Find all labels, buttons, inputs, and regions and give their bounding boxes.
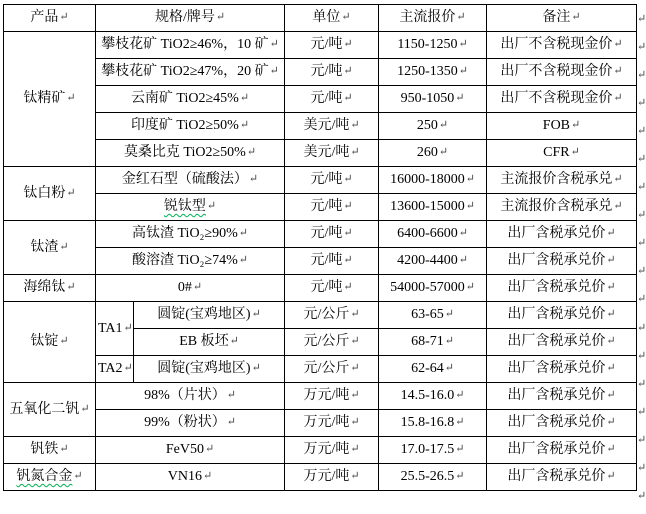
table-row — [4, 86, 637, 113]
note-label: 出厂含税承兑价 — [507, 388, 606, 403]
note-cell — [487, 302, 637, 329]
note-cell — [487, 248, 637, 275]
note-cell — [487, 275, 637, 302]
spec-cell — [96, 167, 285, 194]
paragraph-mark-icon: ↵ — [66, 281, 76, 293]
row-end-mark-icon: ↵ — [637, 153, 646, 166]
spec-label: 0# — [177, 280, 192, 295]
product-label: 钒铁 — [30, 442, 59, 457]
table-row — [4, 113, 637, 140]
unit-label: 万元/吨 — [303, 469, 350, 484]
table-row — [4, 410, 637, 437]
note-cell — [487, 32, 637, 59]
price-label: 25.5-26.5 — [400, 469, 455, 484]
product-cell — [4, 302, 96, 383]
product-cell — [4, 383, 96, 437]
paragraph-mark-icon: ↵ — [248, 173, 259, 185]
unit-cell — [285, 437, 379, 464]
table-row — [4, 464, 637, 491]
price-cell — [379, 32, 487, 59]
paragraph-mark-icon: ↵ — [343, 65, 353, 77]
table-row — [4, 302, 637, 329]
row-end-mark-icon: ↵ — [637, 405, 646, 418]
unit-cell — [285, 32, 379, 59]
paragraph-mark-icon: ↵ — [59, 240, 69, 253]
paragraph-mark-icon: ↵ — [226, 389, 236, 401]
paragraph-mark-icon: ↵ — [455, 443, 465, 455]
row-end-mark-icon: ↵ — [637, 40, 646, 53]
grade-cell — [96, 356, 134, 383]
unit-cell — [285, 302, 379, 329]
price-label: 250 — [416, 118, 438, 133]
paragraph-mark-icon: ↵ — [269, 38, 279, 50]
unit-label: 美元/吨 — [303, 118, 350, 133]
paragraph-mark-icon: ↵ — [606, 254, 616, 266]
note-label: CFR — [543, 145, 570, 160]
paragraph-mark-icon: ↵ — [341, 11, 351, 23]
note-cell — [487, 194, 637, 221]
product-cell — [4, 32, 96, 167]
spec-cell — [134, 302, 285, 329]
paragraph-mark-icon: ↵ — [203, 470, 213, 482]
spec-cell — [96, 248, 285, 275]
row-end-mark-icon: ↵ — [637, 321, 646, 334]
row-end-marks-column — [637, 4, 646, 510]
paragraph-mark-icon: ↵ — [123, 362, 133, 374]
paragraph-mark-icon: ↵ — [343, 200, 353, 212]
table-row — [4, 275, 637, 302]
paragraph-mark-icon: ↵ — [251, 308, 261, 320]
paragraph-mark-icon: ↵ — [80, 402, 90, 415]
row-end-mark-icon: ↵ — [637, 181, 646, 194]
unit-label: 元/吨 — [310, 199, 343, 214]
paragraph-mark-icon: ↵ — [350, 470, 360, 482]
paragraph-mark-icon: ↵ — [251, 362, 261, 374]
spec-cell — [134, 329, 285, 356]
paragraph-mark-icon: ↵ — [343, 38, 353, 50]
row-end-mark-icon: ↵ — [637, 377, 646, 390]
paragraph-mark-icon: ↵ — [123, 321, 133, 334]
paragraph-mark-icon: ↵ — [570, 146, 580, 158]
table-row — [4, 221, 637, 248]
unit-label: 元/公斤 — [303, 334, 350, 349]
row-end-mark-icon: ↵ — [637, 433, 646, 446]
paragraph-mark-icon: ↵ — [350, 335, 360, 347]
paragraph-mark-icon: ↵ — [350, 443, 360, 455]
note-label: 出厂含税承兑价 — [507, 280, 606, 295]
paragraph-mark-icon: ↵ — [606, 227, 616, 239]
product-label: 五氧化二钒 — [9, 401, 80, 417]
unit-cell — [285, 59, 379, 86]
spec-label: 99%（粉状） — [144, 415, 226, 430]
price-cell — [379, 410, 487, 437]
note-label: FOB — [542, 118, 571, 133]
unit-cell — [285, 113, 379, 140]
product-label: 钛精矿 — [23, 91, 66, 106]
spec-label: 莫桑比克 TiO2≥50% — [123, 145, 246, 160]
row-end-mark-icon: ↵ — [637, 237, 646, 250]
price-cell — [379, 221, 487, 248]
table-row — [4, 32, 637, 59]
paragraph-mark-icon: ↵ — [458, 38, 468, 50]
price-cell — [379, 464, 487, 491]
spec-cell — [96, 383, 285, 410]
unit-label: 万元/吨 — [303, 442, 350, 457]
price-label: 4200-4400 — [397, 253, 458, 268]
grade-cell — [96, 302, 134, 356]
spec-cell — [96, 86, 285, 113]
price-label: 62-64 — [411, 361, 444, 376]
table-row — [4, 437, 637, 464]
price-label: 68-71 — [411, 334, 444, 349]
header-product-label: 产品 — [30, 10, 59, 25]
paragraph-mark-icon: ↵ — [350, 119, 360, 131]
paragraph-mark-icon: ↵ — [455, 416, 465, 428]
product-label: 钒氮合金 — [16, 469, 73, 484]
price-cell — [379, 194, 487, 221]
paragraph-mark-icon: ↵ — [438, 146, 449, 158]
spec-label: 酸溶渣 TiO₂≥74% — [132, 253, 238, 268]
row-end-mark-icon: ↵ — [637, 12, 646, 25]
paragraph-mark-icon: ↵ — [444, 362, 454, 374]
paragraph-mark-icon: ↵ — [444, 335, 454, 347]
row-end-mark-icon: ↵ — [637, 293, 646, 306]
paragraph-mark-icon: ↵ — [455, 92, 465, 104]
price-label: 1250-1350 — [397, 64, 458, 79]
row-end-mark-icon: ↵ — [637, 68, 646, 81]
table-row — [4, 356, 637, 383]
paragraph-mark-icon: ↵ — [229, 335, 239, 347]
note-label: 出厂含税承兑价 — [507, 469, 606, 484]
unit-cell — [285, 383, 379, 410]
spec-cell — [96, 221, 285, 248]
row-end-mark-icon: ↵ — [637, 96, 646, 109]
unit-cell — [285, 167, 379, 194]
header-unit — [285, 5, 379, 32]
note-label: 出厂含税承兑价 — [507, 334, 606, 349]
price-cell — [379, 86, 487, 113]
unit-cell — [285, 410, 379, 437]
note-cell — [487, 113, 637, 140]
product-cell — [4, 167, 96, 221]
price-label: 13600-15000 — [390, 199, 465, 214]
note-cell — [487, 329, 637, 356]
paragraph-mark-icon: ↵ — [606, 308, 616, 320]
product-cell — [4, 437, 96, 464]
product-label: 海绵钛 — [23, 280, 66, 295]
paragraph-mark-icon: ↵ — [444, 308, 454, 320]
product-cell — [4, 221, 96, 275]
note-label: 出厂不含税现金价 — [500, 91, 613, 106]
paragraph-mark-icon: ↵ — [571, 11, 581, 23]
unit-label: 元/吨 — [310, 172, 343, 187]
paragraph-mark-icon: ↵ — [59, 443, 69, 455]
header-price — [379, 5, 487, 32]
price-cell — [379, 329, 487, 356]
price-cell — [379, 302, 487, 329]
note-cell — [487, 59, 637, 86]
spec-label: 攀枝花矿 TiO2≥46%，10 矿 — [101, 37, 269, 52]
paragraph-mark-icon: ↵ — [350, 146, 360, 158]
paragraph-mark-icon: ↵ — [206, 200, 217, 212]
price-cell — [379, 437, 487, 464]
paragraph-mark-icon: ↵ — [73, 470, 83, 482]
spec-label: 云南矿 TiO2≥45% — [130, 91, 239, 106]
paragraph-mark-icon: ↵ — [606, 362, 616, 374]
price-label: 54000-57000 — [390, 280, 465, 295]
unit-label: 元/吨 — [310, 226, 343, 241]
paragraph-mark-icon: ↵ — [238, 254, 249, 266]
spec-label: 印度矿 TiO2≥50% — [130, 118, 239, 133]
note-label: 出厂含税承兑价 — [507, 253, 606, 268]
note-cell — [487, 464, 637, 491]
unit-label: 元/吨 — [310, 280, 343, 295]
paragraph-mark-icon: ↵ — [269, 65, 279, 77]
spec-cell — [134, 356, 285, 383]
paragraph-mark-icon: ↵ — [239, 119, 250, 131]
unit-label: 元/吨 — [310, 64, 343, 79]
table-row — [4, 140, 637, 167]
table-row — [4, 59, 637, 86]
spec-label: 攀枝花矿 TiO2≥47%，20 矿 — [101, 64, 269, 79]
note-cell — [487, 356, 637, 383]
note-label: 出厂含税承兑价 — [507, 415, 606, 430]
unit-cell — [285, 275, 379, 302]
spec-label: 金红石型（硫酸法） — [121, 172, 248, 187]
paragraph-mark-icon: ↵ — [343, 92, 353, 104]
price-cell — [379, 275, 487, 302]
spec-label: FeV50 — [165, 442, 204, 457]
grade-label: TA2 — [98, 361, 123, 376]
product-cell — [4, 464, 96, 491]
row-end-mark-icon: ↵ — [637, 209, 646, 222]
note-label: 出厂含税承兑价 — [507, 442, 606, 457]
paragraph-mark-icon: ↵ — [465, 200, 475, 212]
note-label: 出厂不含税现金价 — [500, 64, 613, 79]
header-note — [487, 5, 637, 32]
spec-label: EB 板坯 — [179, 334, 229, 349]
paragraph-mark-icon: ↵ — [606, 470, 616, 482]
paragraph-mark-icon: ↵ — [239, 92, 250, 104]
spec-cell — [96, 32, 285, 59]
note-label: 出厂不含税现金价 — [500, 37, 613, 52]
product-label: 钛白粉 — [23, 185, 66, 201]
unit-label: 元/吨 — [310, 37, 343, 52]
spec-cell — [96, 275, 285, 302]
paragraph-mark-icon: ↵ — [246, 146, 257, 158]
price-label: 950-1050 — [400, 91, 455, 106]
unit-cell — [285, 194, 379, 221]
price-label: 1150-1250 — [397, 37, 458, 52]
paragraph-mark-icon: ↵ — [343, 227, 353, 239]
spec-label: 锐钛型 — [163, 199, 206, 214]
header-product — [4, 5, 96, 32]
paragraph-mark-icon: ↵ — [613, 65, 623, 77]
note-cell — [487, 140, 637, 167]
unit-label: 美元/吨 — [303, 145, 350, 160]
spec-label: 98%（片状） — [144, 388, 226, 403]
note-cell — [487, 437, 637, 464]
price-label: 14.5-16.0 — [400, 388, 455, 403]
paragraph-mark-icon: ↵ — [350, 308, 360, 320]
header-unit-label: 单位 — [312, 10, 341, 25]
row-end-mark-icon: ↵ — [637, 265, 646, 278]
paragraph-mark-icon: ↵ — [192, 281, 203, 293]
paragraph-mark-icon: ↵ — [438, 119, 449, 131]
paragraph-mark-icon: ↵ — [458, 65, 468, 77]
paragraph-mark-icon: ↵ — [613, 173, 623, 185]
paragraph-mark-icon: ↵ — [606, 335, 616, 347]
paragraph-mark-icon: ↵ — [455, 389, 465, 401]
paragraph-mark-icon: ↵ — [59, 11, 69, 23]
unit-cell — [285, 221, 379, 248]
note-label: 主流报价含税承兑 — [500, 199, 613, 214]
spec-label: 圆锭(宝鸡地区) — [157, 307, 251, 322]
note-label: 主流报价含税承兑 — [500, 172, 613, 187]
paragraph-mark-icon: ↵ — [571, 119, 581, 131]
price-cell — [379, 167, 487, 194]
header-row — [4, 5, 637, 32]
spec-label: 圆锭(宝鸡地区) — [157, 361, 251, 376]
price-cell — [379, 248, 487, 275]
unit-cell — [285, 140, 379, 167]
price-label: 15.8-16.8 — [400, 415, 455, 430]
unit-label: 万元/吨 — [303, 388, 350, 403]
paragraph-mark-icon: ↵ — [606, 443, 616, 455]
unit-cell — [285, 86, 379, 113]
paragraph-mark-icon: ↵ — [458, 227, 468, 239]
price-label: 6400-6600 — [397, 226, 458, 241]
spec-cell — [96, 113, 285, 140]
unit-cell — [285, 329, 379, 356]
note-label: 出厂含税承兑价 — [507, 307, 606, 322]
paragraph-mark-icon: ↵ — [343, 173, 353, 185]
note-cell — [487, 410, 637, 437]
paragraph-mark-icon: ↵ — [204, 443, 215, 455]
unit-label: 元/吨 — [310, 253, 343, 268]
header-spec-label: 规格/牌号 — [154, 10, 215, 25]
paragraph-mark-icon: ↵ — [456, 11, 466, 23]
paragraph-mark-icon: ↵ — [66, 186, 76, 199]
price-cell — [379, 383, 487, 410]
table-row — [4, 167, 637, 194]
row-end-mark-icon: ↵ — [637, 124, 646, 137]
unit-cell — [285, 248, 379, 275]
table-row — [4, 383, 637, 410]
price-label: 16000-18000 — [390, 172, 465, 187]
paragraph-mark-icon: ↵ — [465, 281, 475, 293]
paragraph-mark-icon: ↵ — [350, 389, 360, 401]
table-row — [4, 248, 637, 275]
unit-cell — [285, 464, 379, 491]
paragraph-mark-icon: ↵ — [465, 173, 475, 185]
product-cell — [4, 275, 96, 302]
spec-cell — [96, 437, 285, 464]
product-label: 钛锭 — [30, 334, 59, 349]
price-cell — [379, 356, 487, 383]
note-cell — [487, 167, 637, 194]
price-cell — [379, 113, 487, 140]
paragraph-mark-icon: ↵ — [613, 92, 623, 104]
spec-cell — [96, 464, 285, 491]
grade-label: TA1 — [98, 320, 123, 336]
paragraph-mark-icon: ↵ — [613, 200, 623, 212]
paragraph-mark-icon: ↵ — [59, 335, 69, 347]
price-label: 63-65 — [411, 307, 444, 322]
spec-cell — [96, 410, 285, 437]
row-end-mark-icon: ↵ — [637, 490, 646, 503]
paragraph-mark-icon: ↵ — [350, 362, 360, 374]
note-cell — [487, 86, 637, 113]
note-label: 出厂含税承兑价 — [507, 226, 606, 241]
paragraph-mark-icon: ↵ — [606, 389, 616, 401]
product-label: 钛渣 — [30, 239, 59, 255]
note-cell — [487, 221, 637, 248]
paragraph-mark-icon: ↵ — [606, 281, 616, 293]
paragraph-mark-icon: ↵ — [238, 227, 249, 239]
spec-cell — [96, 59, 285, 86]
unit-label: 元/吨 — [310, 91, 343, 106]
price-label: 260 — [416, 145, 438, 160]
table-row — [4, 194, 637, 221]
row-end-mark-icon: ↵ — [637, 349, 646, 362]
unit-label: 元/公斤 — [303, 361, 350, 376]
price-cell — [379, 140, 487, 167]
header-note-label: 备注 — [542, 10, 571, 25]
paragraph-mark-icon: ↵ — [458, 254, 468, 266]
paragraph-mark-icon: ↵ — [613, 38, 623, 50]
unit-label: 元/公斤 — [303, 307, 350, 322]
paragraph-mark-icon: ↵ — [606, 416, 616, 428]
row-end-mark-icon: ↵ — [637, 462, 646, 475]
note-cell — [487, 383, 637, 410]
paragraph-mark-icon: ↵ — [226, 416, 236, 428]
spec-cell — [96, 194, 285, 221]
paragraph-mark-icon: ↵ — [350, 416, 360, 428]
paragraph-mark-icon: ↵ — [66, 92, 76, 104]
header-price-label: 主流报价 — [399, 10, 456, 25]
unit-cell — [285, 356, 379, 383]
paragraph-mark-icon: ↵ — [343, 254, 353, 266]
paragraph-mark-icon: ↵ — [343, 281, 353, 293]
price-cell — [379, 59, 487, 86]
unit-label: 万元/吨 — [303, 415, 350, 430]
spec-label: VN16 — [167, 469, 203, 484]
paragraph-mark-icon: ↵ — [215, 11, 226, 23]
header-spec — [96, 5, 285, 32]
spec-label: 高钛渣 TiO₂≥90% — [132, 226, 238, 241]
price-table — [3, 4, 637, 491]
spec-cell — [96, 140, 285, 167]
note-label: 出厂含税承兑价 — [507, 361, 606, 376]
price-label: 17.0-17.5 — [400, 442, 455, 457]
paragraph-mark-icon: ↵ — [455, 470, 465, 482]
